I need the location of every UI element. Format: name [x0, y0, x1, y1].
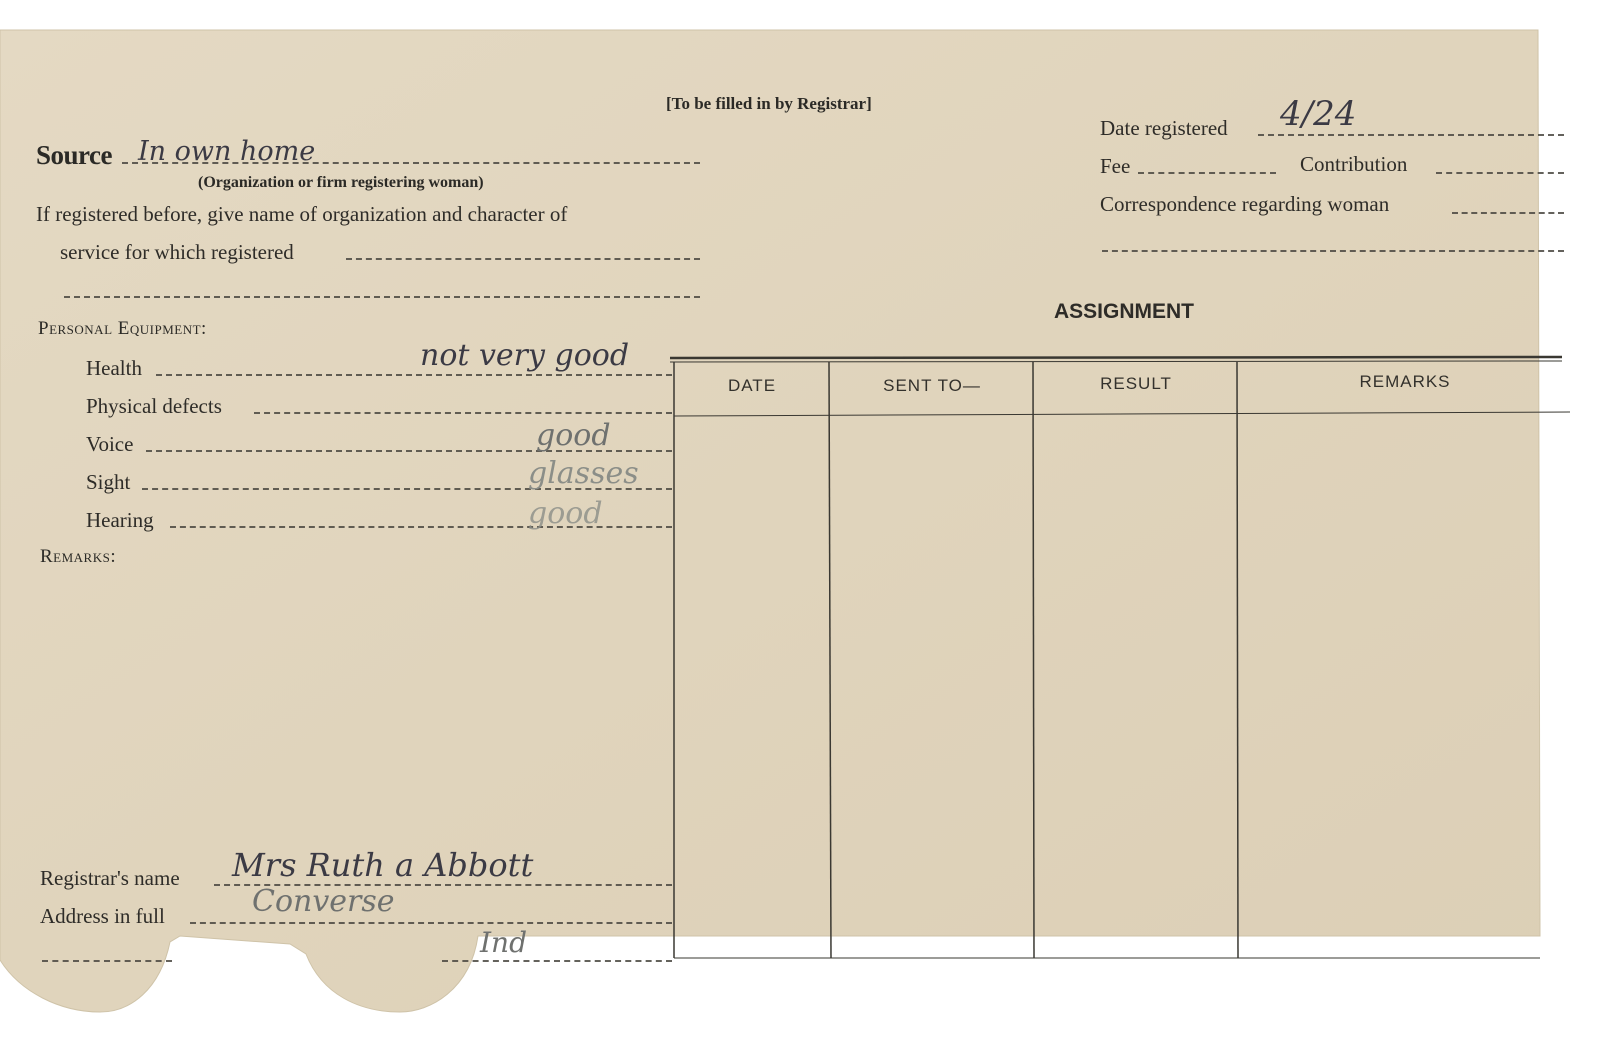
- health-value: not very good: [420, 338, 630, 373]
- physical-defects-label: Physical defects: [86, 394, 222, 418]
- remarks-label: Remarks:: [40, 546, 117, 567]
- address-line: [190, 922, 672, 924]
- registered-before-line-2: [64, 296, 700, 298]
- date-registered-label: Date registered: [1100, 116, 1228, 140]
- registrar-name-value: Mrs Ruth a Abbott: [232, 846, 534, 884]
- column-header-date: DATE: [727, 376, 777, 395]
- registered-before-line: [346, 258, 700, 260]
- source-value: In own home: [138, 136, 316, 167]
- date-registered-value: 4/24: [1280, 94, 1357, 134]
- address-line2-value: Ind: [480, 926, 528, 959]
- hearing-label: Hearing: [86, 508, 154, 532]
- hearing-value: good: [528, 496, 603, 531]
- column-header-remarks: REMARKS: [1359, 372, 1451, 391]
- correspondence-label: Correspondence regarding woman: [1100, 192, 1390, 216]
- date-registered-line: [1258, 134, 1564, 136]
- voice-value: good: [536, 418, 611, 453]
- physical-defects-line: [254, 412, 672, 414]
- source-caption: (Organization or firm registering woman): [198, 174, 484, 191]
- address-line-2a: [42, 960, 172, 962]
- correspondence-line-2: [1102, 250, 1564, 252]
- registrar-note: [To be filled in by Registrar]: [666, 94, 872, 113]
- assignment-title: ASSIGNMENT: [1054, 300, 1195, 323]
- sight-value: glasses: [528, 456, 639, 491]
- fee-line: [1138, 172, 1276, 174]
- contribution-line: [1436, 172, 1564, 174]
- contribution-label: Contribution: [1300, 152, 1408, 176]
- registered-before-line2: service for which registered: [60, 240, 294, 264]
- personal-equipment-label: Personal Equipment:: [38, 318, 207, 339]
- registered-before-line1: If registered before, give name of organization and character of: [36, 202, 568, 226]
- address-label: Address in full: [40, 904, 165, 928]
- column-header-result: RESULT: [1100, 374, 1172, 393]
- address-line-2b: [442, 960, 672, 962]
- registrar-name-label: Registrar's name: [40, 866, 180, 890]
- sight-label: Sight: [86, 470, 131, 494]
- health-label: Health: [86, 356, 142, 380]
- health-line: [156, 374, 672, 376]
- correspondence-line: [1452, 212, 1564, 214]
- fee-label: Fee: [1100, 154, 1131, 178]
- column-header-sent-to: SENT TO—: [883, 376, 981, 395]
- voice-label: Voice: [86, 432, 134, 456]
- address-value: Converse: [252, 884, 395, 919]
- source-label: Source: [36, 140, 112, 170]
